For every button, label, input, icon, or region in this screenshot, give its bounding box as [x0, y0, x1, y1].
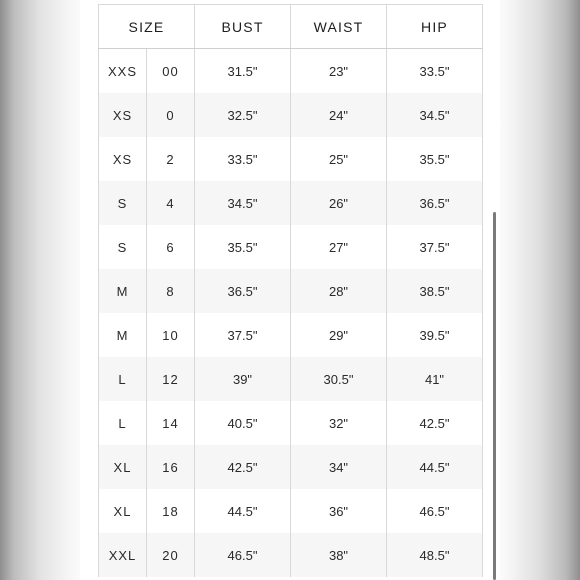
hip-cell: 35.5" [387, 137, 483, 181]
header-row [99, 5, 483, 49]
size-letter-cell: XXL [99, 533, 147, 577]
size-number-cell: 18 [147, 489, 195, 533]
waist-cell: 23" [291, 49, 387, 94]
size-letter-cell: M [99, 269, 147, 313]
size-number-cell: 20 [147, 533, 195, 577]
header-size: SIZE [99, 5, 195, 49]
size-letter-cell: XS [99, 93, 147, 137]
waist-cell: 34" [291, 445, 387, 489]
hip-cell: 44.5" [387, 445, 483, 489]
hip-cell: 48.5" [387, 533, 483, 577]
waist-cell: 30.5" [291, 357, 387, 401]
hip-cell: 41" [387, 357, 483, 401]
hip-cell: 46.5" [387, 489, 483, 533]
table-row [99, 533, 483, 577]
size-number-cell: 14 [147, 401, 195, 445]
waist-cell: 24" [291, 93, 387, 137]
size-letter-cell: M [99, 313, 147, 357]
size-letter-cell: L [99, 401, 147, 445]
size-chart-body [99, 49, 483, 578]
header-bust: BUST [195, 5, 291, 49]
hip-cell: 42.5" [387, 401, 483, 445]
size-number-cell: 12 [147, 357, 195, 401]
size-number-cell: 6 [147, 225, 195, 269]
bust-cell: 35.5" [195, 225, 291, 269]
hip-cell: 34.5" [387, 93, 483, 137]
waist-cell: 25" [291, 137, 387, 181]
hip-cell: 37.5" [387, 225, 483, 269]
hip-cell: 38.5" [387, 269, 483, 313]
table-row [99, 357, 483, 401]
size-letter-cell: L [99, 357, 147, 401]
table-row [99, 181, 483, 225]
bust-cell: 40.5" [195, 401, 291, 445]
size-letter-cell: XL [99, 489, 147, 533]
bust-cell: 31.5" [195, 49, 291, 94]
table-row [99, 49, 483, 94]
table-row [99, 269, 483, 313]
size-number-cell: 16 [147, 445, 195, 489]
size-letter-cell: XXS [99, 49, 147, 94]
waist-cell: 29" [291, 313, 387, 357]
size-letter-cell: XL [99, 445, 147, 489]
waist-cell: 27" [291, 225, 387, 269]
table-row [99, 225, 483, 269]
size-number-cell: 10 [147, 313, 195, 357]
size-chart-table [98, 4, 483, 577]
table-row [99, 137, 483, 181]
table-row [99, 489, 483, 533]
hip-cell: 33.5" [387, 49, 483, 94]
waist-cell: 38" [291, 533, 387, 577]
size-number-cell: 2 [147, 137, 195, 181]
size-number-cell: 8 [147, 269, 195, 313]
waist-cell: 32" [291, 401, 387, 445]
size-number-cell: 0 [147, 93, 195, 137]
size-number-cell: 4 [147, 181, 195, 225]
waist-cell: 28" [291, 269, 387, 313]
size-letter-cell: S [99, 225, 147, 269]
bust-cell: 32.5" [195, 93, 291, 137]
header-waist: WAIST [291, 5, 387, 49]
scrollbar-thumb[interactable] [493, 212, 496, 580]
table-row [99, 93, 483, 137]
hip-cell: 36.5" [387, 181, 483, 225]
table-row [99, 401, 483, 445]
table-row [99, 445, 483, 489]
size-number-cell: 00 [147, 49, 195, 94]
bust-cell: 42.5" [195, 445, 291, 489]
bust-cell: 36.5" [195, 269, 291, 313]
hip-cell: 39.5" [387, 313, 483, 357]
bust-cell: 39" [195, 357, 291, 401]
bust-cell: 37.5" [195, 313, 291, 357]
waist-cell: 26" [291, 181, 387, 225]
waist-cell: 36" [291, 489, 387, 533]
size-letter-cell: XS [99, 137, 147, 181]
bust-cell: 44.5" [195, 489, 291, 533]
bust-cell: 33.5" [195, 137, 291, 181]
size-letter-cell: S [99, 181, 147, 225]
header-hip: HIP [387, 5, 483, 49]
bust-cell: 46.5" [195, 533, 291, 577]
bust-cell: 34.5" [195, 181, 291, 225]
table-row [99, 313, 483, 357]
